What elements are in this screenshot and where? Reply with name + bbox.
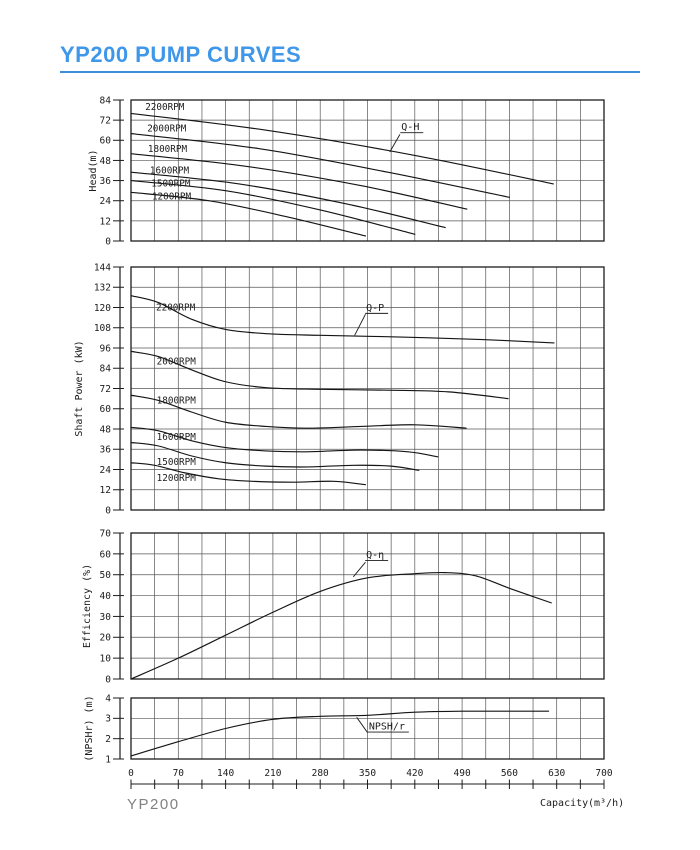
y-tick-label: 60: [99, 135, 111, 147]
curve-callout-label: NPSH/r: [368, 721, 405, 733]
y-tick-label: 36: [99, 444, 111, 456]
chart-npshr: [84, 693, 604, 765]
y-axis-title: (NPSHr) (m): [84, 695, 95, 762]
y-tick-label: 72: [99, 383, 111, 395]
x-tick-label: 490: [453, 768, 471, 779]
y-tick-label: 50: [99, 570, 111, 582]
y-tick-label: 84: [99, 95, 111, 107]
y-tick-label: 60: [99, 404, 111, 416]
y-tick-label: 40: [99, 590, 111, 602]
y-tick-label: 48: [99, 424, 111, 436]
y-tick-label: 20: [99, 632, 111, 644]
page-title: YP200 PUMP CURVES: [60, 42, 302, 67]
series-label: 2200RPM: [145, 101, 185, 113]
x-tick-label: 350: [358, 768, 377, 779]
y-tick-label: 12: [99, 216, 111, 228]
x-tick-label: 700: [595, 768, 613, 779]
callout-leader-line: [357, 717, 368, 732]
chart-head: [88, 95, 604, 247]
series-label: 1600RPM: [156, 431, 196, 443]
series-label: 2000RPM: [147, 123, 187, 135]
pump-model-label: YP200: [127, 796, 180, 813]
chart-efficiency: [82, 528, 604, 685]
y-tick-label: 2: [105, 734, 111, 746]
series-label: 2000RPM: [156, 356, 196, 368]
y-tick-label: 96: [99, 343, 111, 355]
y-tick-label: 1: [105, 754, 111, 766]
y-tick-label: 84: [99, 363, 111, 375]
curve-callout-label: Q-H: [401, 122, 420, 134]
y-tick-label: 108: [93, 323, 111, 335]
x-axis: [128, 768, 624, 809]
curve-callout-label: Q-η: [366, 550, 385, 562]
y-tick-label: 3: [105, 713, 111, 725]
curve-efficiency: [131, 573, 551, 679]
y-tick-label: 48: [99, 155, 111, 167]
series-label: 1800RPM: [147, 143, 188, 155]
curve-2200rpm: [131, 113, 553, 184]
y-tick-label: 12: [99, 485, 111, 497]
series-label: 1200RPM: [156, 473, 196, 485]
series-label: 1500RPM: [151, 178, 191, 190]
series-label: 1500RPM: [156, 457, 196, 469]
y-tick-label: 30: [99, 611, 111, 623]
y-tick-label: 0: [105, 236, 111, 248]
series-label: 1200RPM: [151, 191, 192, 203]
x-tick-label: 630: [548, 768, 566, 779]
series-label: 2200RPM: [156, 302, 196, 314]
y-tick-label: 24: [99, 464, 111, 476]
series-label: 1800RPM: [156, 395, 196, 407]
x-axis-title: Capacity: [540, 798, 589, 809]
y-tick-label: 60: [99, 549, 111, 561]
curve-callout-label: Q-P: [366, 302, 385, 314]
x-tick-label: 70: [172, 768, 185, 779]
x-tick-label: 140: [217, 768, 235, 779]
x-tick-label: 0: [128, 768, 134, 779]
y-tick-label: 144: [93, 262, 111, 274]
y-axis-title: Efficiency (%): [82, 563, 93, 649]
y-tick-label: 132: [93, 282, 111, 294]
x-tick-label: 560: [500, 768, 518, 779]
y-tick-label: 0: [105, 505, 111, 517]
chart-power: [74, 262, 604, 516]
x-tick-label: 210: [264, 768, 282, 779]
y-tick-label: 120: [93, 302, 111, 314]
x-tick-label: 280: [311, 768, 329, 779]
y-axis-title: Shaft Power (kW): [74, 340, 85, 437]
series-label: 1600RPM: [149, 165, 190, 177]
y-tick-label: 0: [105, 674, 111, 686]
y-axis-title: Head(m): [88, 149, 99, 192]
y-tick-label: 24: [99, 196, 111, 208]
x-axis-unit: (m³/h): [588, 798, 625, 809]
y-tick-label: 10: [99, 653, 111, 665]
x-tick-label: 420: [406, 768, 424, 779]
y-tick-label: 36: [99, 175, 111, 187]
callout-leader-line: [355, 314, 366, 335]
y-tick-label: 72: [99, 115, 111, 127]
y-tick-label: 4: [105, 693, 111, 705]
y-tick-label: 70: [99, 528, 111, 540]
